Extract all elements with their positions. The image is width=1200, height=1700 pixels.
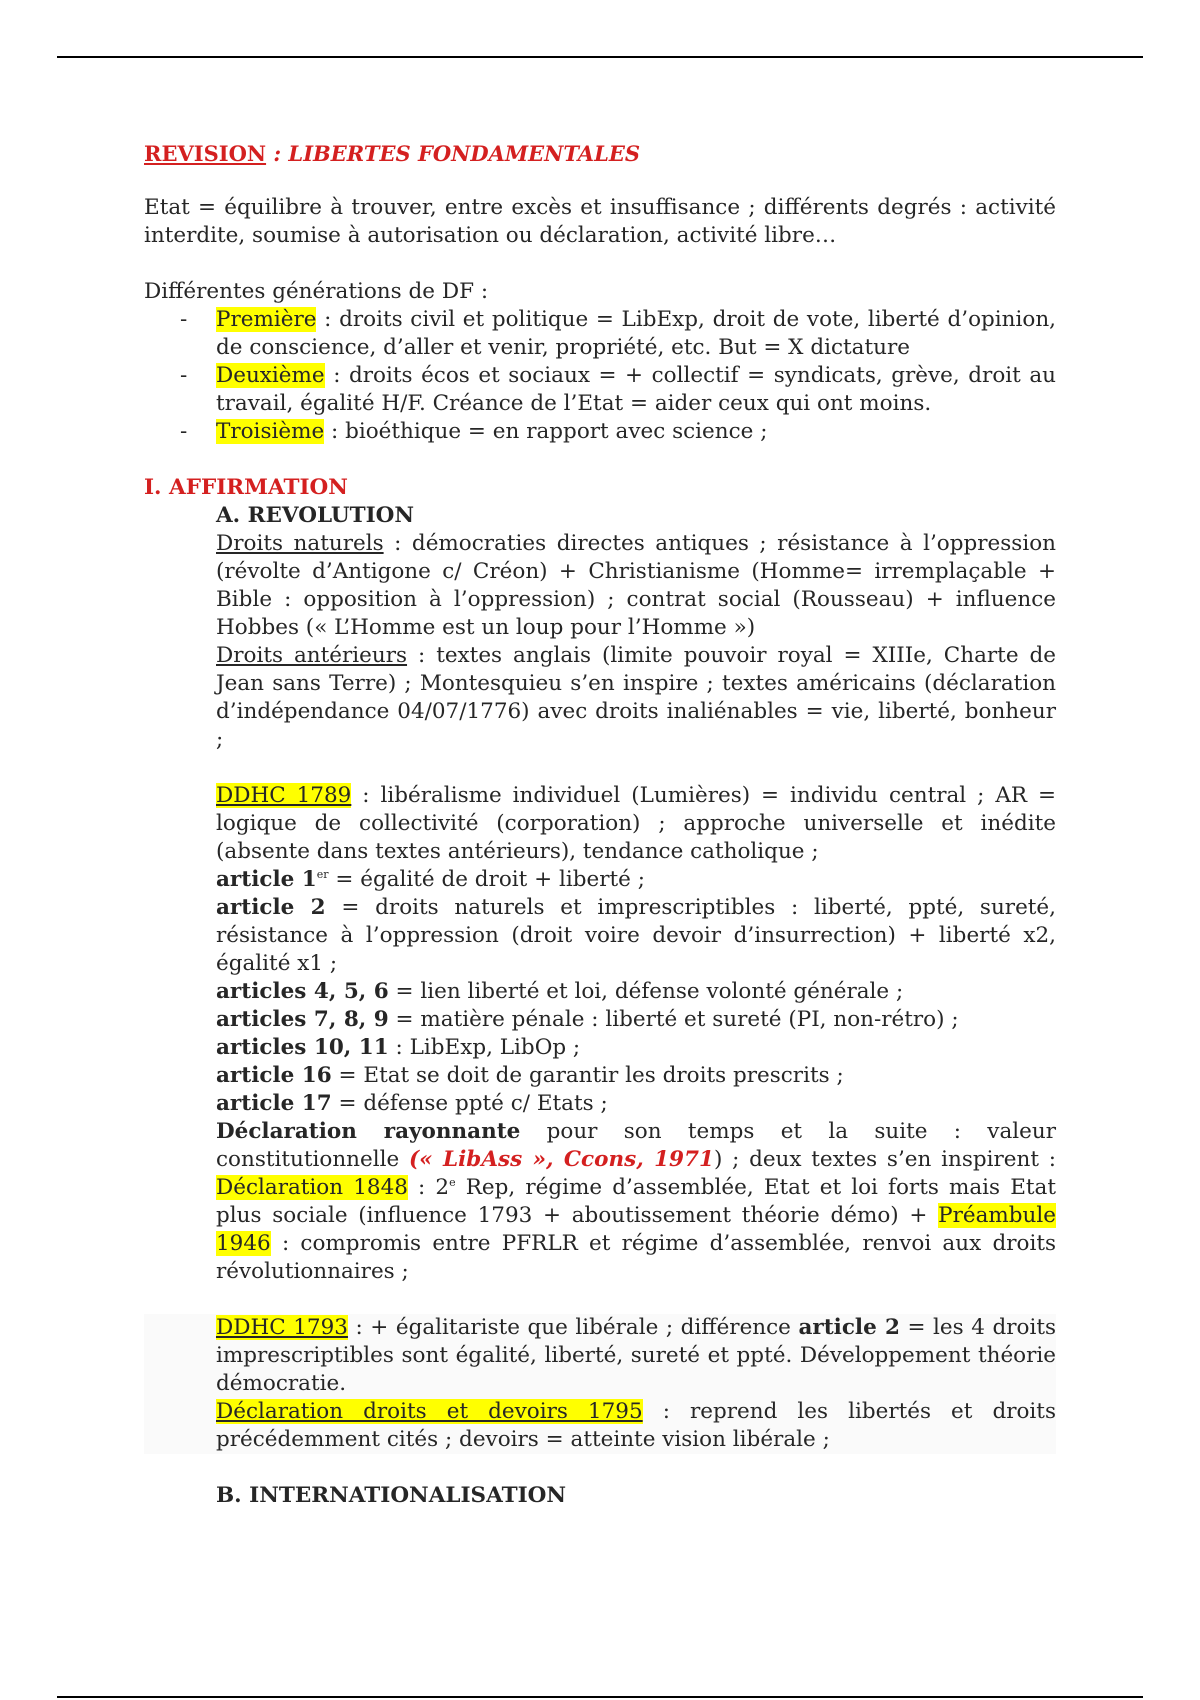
article-line [144,1006,1056,1034]
generations-heading: Différentes générations de DF : [144,279,489,304]
article-text: = défense ppté c/ Etats ; [331,1091,608,1116]
article-line [144,1090,1056,1118]
rayonnante-label: Déclaration rayonnante [216,1119,521,1144]
declaration-1848-label: Déclaration 1848 [216,1175,408,1200]
intro-paragraph: Etat = équilibre à trouver, entre excès et insuffisance ; différents degrés : activité interdite, soumise à autorisation ou déclaration, activité libre… [144,195,1056,248]
bullet-dash: - [180,419,188,444]
ddhc-1789-text: : libéralisme individuel (Lumières) = individu central ; AR = logique de collectivité (corporation) ; approche universelle et inédite (absente dans textes antérieurs), tendance catholique ; [216,783,1056,864]
rayonnante-text: pour son temps et la suite : valeur constitutionnelle [216,1119,1056,1172]
rayonnante-text: ) ; deux textes s’en inspirent : [713,1147,1056,1172]
generation-label: Première [216,307,317,332]
article-superscript: er [316,867,329,881]
ddhc-1793-block [144,1314,1056,1454]
list-item [144,306,1056,362]
document-title [144,140,1056,168]
case-citation: (« LibAss », Ccons, 1971 [408,1147,714,1172]
subsection-heading-revolution: A. REVOLUTION [216,503,415,528]
section-heading-affirmation: I. AFFIRMATION [144,475,348,500]
bullet-dash: - [180,307,188,332]
droits-naturels-paragraph [144,530,1056,642]
article-line [144,894,1056,978]
droits-anterieurs-label: Droits antérieurs [216,643,408,668]
article-text: = Etat se doit de garantir les droits prescrits ; [331,1063,844,1088]
droits-anterieurs-text: : textes anglais (limite pouvoir royal = XIIIe, Charte de Jean sans Terre) ; Montesquieu s’en inspire ; textes américains (déclaration d’indépendance 04/07/1776) avec droits inaliénables = vie, liberté, bonheur ; [216,643,1056,752]
declaration-1795-text: : reprend les libertés et droits précédemment cités ; devoirs = atteinte vision libérale ; [216,1399,1056,1452]
list-item [144,418,1056,446]
ddhc-1793-text: = les 4 droits imprescriptibles sont égalité, liberté, sureté et ppté. Développement théorie démocratie. [216,1315,1057,1396]
article-label: article 17 [216,1091,332,1116]
article-text: = matière pénale : liberté et sureté (PI, non-rétro) ; [388,1007,959,1032]
article-label: article 1 [216,867,317,892]
ddhc-1793-paragraph [144,1314,1056,1398]
ddhc-1789-paragraph [144,782,1056,866]
ddhc-1793-text: : + égalitariste que libérale ; différence [347,1315,799,1340]
article-line [144,866,1056,894]
ddhc-1789-label: DDHC 1789 [216,783,352,808]
article-text: : LibExp, LibOp ; [388,1035,581,1060]
article-line [144,1034,1056,1062]
article-label: article 2 [216,895,326,920]
generation-text: : droits civil et politique = LibExp, droit de vote, liberté d’opinion, de conscience, d’aller et venir, propriété, etc. But = X dictature [216,307,1056,360]
document-body [144,140,1056,1510]
article-label: articles 7, 8, 9 [216,1007,389,1032]
article-label: article 16 [216,1063,332,1088]
rayonnante-text: : compromis entre PFRLR et régime d’assemblée, renvoi aux droits révolutionnaires ; [216,1231,1056,1284]
article-text: = égalité de droit + liberté ; [328,867,645,892]
article-label: articles 4, 5, 6 [216,979,389,1004]
generation-label: Troisième [216,419,325,444]
title-subject: : LIBERTES FONDAMENTALES [266,141,641,166]
article-line [144,978,1056,1006]
generation-text: : droits écos et sociaux = + collectif = syndicats, grève, droit au travail, égalité H/F. Créance de l’Etat = aider ceux qui ont moins. [216,363,1056,416]
bottom-rule [57,1696,1143,1698]
ddhc-1793-label: DDHC 1793 [216,1315,348,1340]
preambule-1946-label: Préambule 1946 [216,1203,1056,1256]
article-text: = droits naturels et imprescriptibles : liberté, ppté, sureté, résistance à l’oppression (droit voire devoir d’insurrection) + liberté x2, égalité x1 ; [216,895,1056,976]
generations-list [144,306,1056,446]
declaration-1795-paragraph [144,1398,1056,1454]
declaration-1795-label: Déclaration droits et devoirs 1795 [216,1399,643,1424]
ddhc-1793-article: article 2 [798,1315,900,1340]
list-item [144,362,1056,418]
droits-naturels-text: : démocraties directes antiques ; résistance à l’oppression (révolte d’Antigone c/ Créon) + Christianisme (Homme= irremplaçable + Bible : opposition à l’oppression) ; contrat social (Rousseau) + influence Hobbes (« L’Homme est un loup pour l’Homme ») [216,531,1056,640]
subsection-heading-internationalisation: B. INTERNATIONALISATION [216,1483,567,1508]
rayonnante-text: : 2 [407,1175,450,1200]
title-revision: REVISION [144,141,267,166]
bullet-dash: - [180,363,188,388]
article-text: = lien liberté et loi, défense volonté générale ; [388,979,904,1004]
generation-text: : bioéthique = en rapport avec science ; [324,419,768,444]
article-label: articles 10, 11 [216,1035,389,1060]
declaration-rayonnante-paragraph [144,1118,1056,1286]
generation-label: Deuxième [216,363,325,388]
droits-naturels-label: Droits naturels [216,531,384,556]
rayonnante-text: Rep, régime d’assemblée, Etat et loi forts mais Etat plus sociale (influence 1793 + aboutissement théorie démo) + [216,1175,1056,1228]
droits-anterieurs-paragraph [144,642,1056,754]
article-line [144,1062,1056,1090]
ordinal-superscript: e [449,1175,456,1189]
top-rule [57,56,1143,58]
